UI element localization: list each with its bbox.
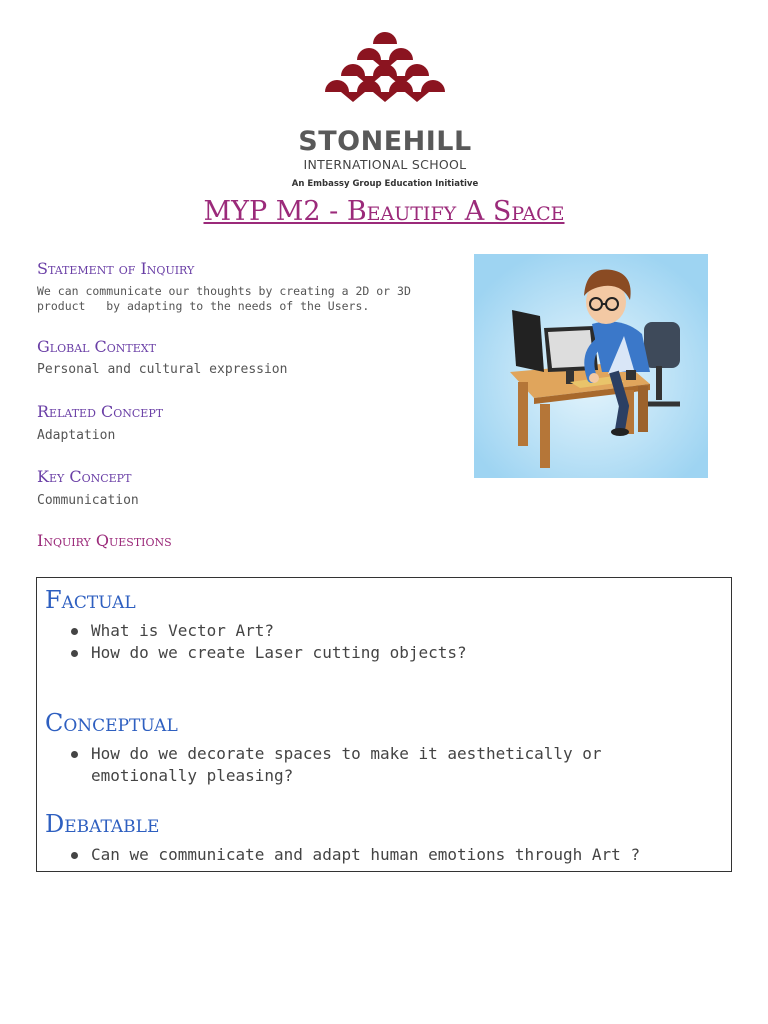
inquiry-questions-heading: Inquiry Questions xyxy=(37,531,172,550)
list-item: What is Vector Art? xyxy=(71,620,711,642)
related-concept-heading: Related Concept xyxy=(37,402,164,421)
bullet-icon xyxy=(71,650,78,657)
debatable-heading: Debatable xyxy=(45,810,160,838)
conceptual-list xyxy=(71,743,711,787)
scallop-emblem-icon xyxy=(320,30,450,110)
person-at-computer-icon xyxy=(474,254,708,478)
logo-tagline: An Embassy Group Education Initiative xyxy=(291,179,479,189)
logo-school-name: STONEHILL xyxy=(298,126,472,157)
factual-list xyxy=(71,620,711,664)
factual-heading: Factual xyxy=(45,586,136,614)
illustration xyxy=(474,254,708,478)
statement-heading: Statement of Inquiry xyxy=(37,259,195,278)
list-item: How do we create Laser cutting objects? xyxy=(71,642,711,664)
list-item: Can we communicate and adapt human emotions through Art ? xyxy=(71,844,711,866)
global-context-heading: Global Context xyxy=(37,337,156,356)
conceptual-heading: Conceptual xyxy=(45,709,178,737)
bullet-icon xyxy=(71,628,78,635)
debatable-list xyxy=(71,844,711,866)
logo-school-subtitle: INTERNATIONAL SCHOOL xyxy=(303,157,467,172)
global-context-body: Personal and cultural expression xyxy=(37,362,288,377)
list-item: How do we decorate spaces to make it aesthetically or emotionally pleasing? xyxy=(71,743,711,787)
bullet-icon xyxy=(71,751,78,758)
key-concept-heading: Key Concept xyxy=(37,467,132,486)
statement-body: We can communicate our thoughts by creating a 2D or 3D product by adapting to the needs of the Users. xyxy=(37,284,411,313)
related-concept-body: Adaptation xyxy=(37,428,116,443)
school-logo xyxy=(290,30,480,195)
bullet-icon xyxy=(71,852,78,859)
page-title: MYP M2 - Beautify A Space xyxy=(203,196,565,227)
inquiry-questions-box xyxy=(36,577,732,872)
key-concept-body: Communication xyxy=(37,493,139,508)
